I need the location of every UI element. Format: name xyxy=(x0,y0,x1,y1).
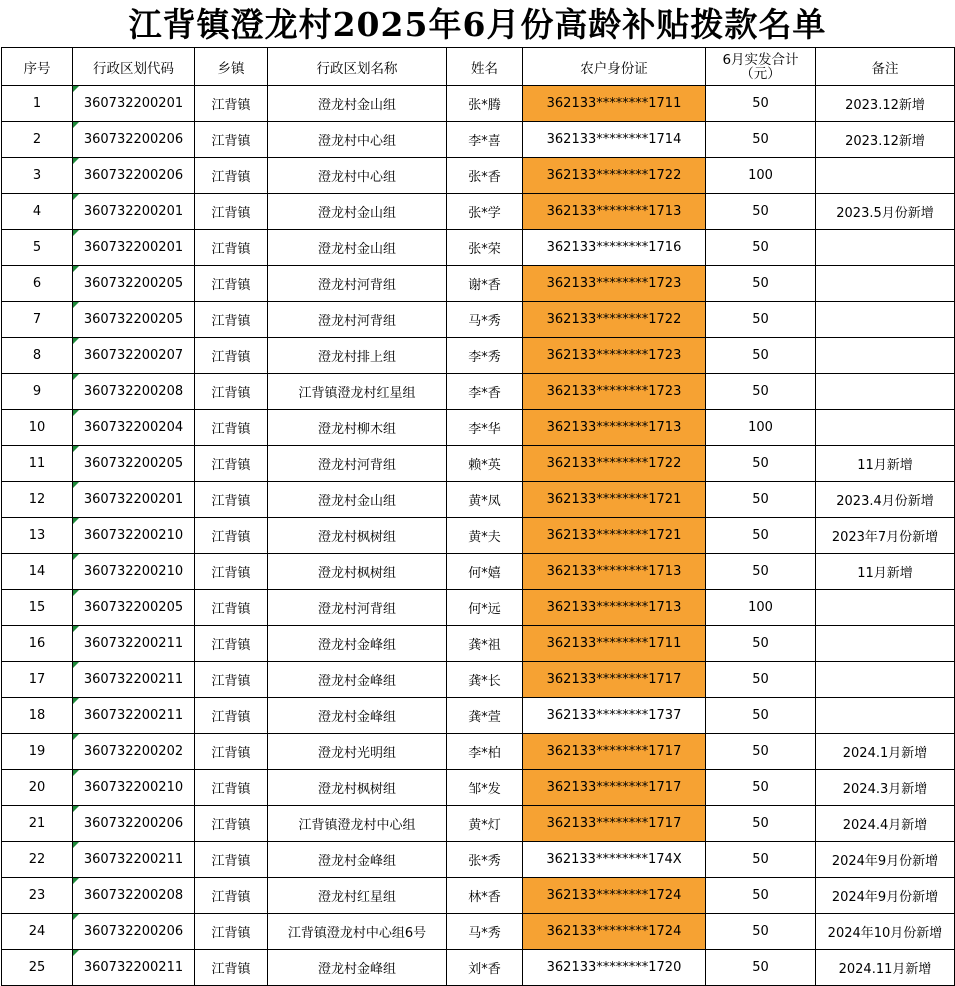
cell-id: 362133********1714 xyxy=(523,122,706,158)
cell-area: 澄龙村金峰组 xyxy=(268,626,447,662)
cell-town: 江背镇 xyxy=(195,770,268,806)
cell-code: 360732200205 xyxy=(73,302,195,338)
cell-id: 362133********1711 xyxy=(523,626,706,662)
cell-name: 李*柏 xyxy=(447,734,523,770)
cell-seq: 12 xyxy=(2,482,73,518)
cell-seq: 24 xyxy=(2,914,73,950)
cell-seq: 6 xyxy=(2,266,73,302)
cell-id: 362133********1724 xyxy=(523,914,706,950)
cell-area: 澄龙村柳木组 xyxy=(268,410,447,446)
cell-town: 江背镇 xyxy=(195,122,268,158)
table-row xyxy=(2,842,955,878)
header-amount-line2: （元） xyxy=(740,65,781,82)
table-row xyxy=(2,878,955,914)
cell-seq: 20 xyxy=(2,770,73,806)
cell-area: 澄龙村排上组 xyxy=(268,338,447,374)
cell-name: 何*嬉 xyxy=(447,554,523,590)
cell-amount: 50 xyxy=(706,554,816,590)
cell-town: 江背镇 xyxy=(195,842,268,878)
cell-town: 江背镇 xyxy=(195,590,268,626)
cell-code: 360732200211 xyxy=(73,626,195,662)
cell-seq: 25 xyxy=(2,950,73,986)
cell-area: 澄龙村金峰组 xyxy=(268,842,447,878)
table-body xyxy=(2,86,955,986)
table-row xyxy=(2,734,955,770)
cell-code: 360732200201 xyxy=(73,86,195,122)
cell-area: 澄龙村中心组 xyxy=(268,158,447,194)
cell-id: 362133********1711 xyxy=(523,86,706,122)
table-row xyxy=(2,86,955,122)
cell-amount: 50 xyxy=(706,770,816,806)
cell-name: 张*香 xyxy=(447,158,523,194)
cell-code: 360732200208 xyxy=(73,374,195,410)
cell-area: 江背镇澄龙村中心组6号 xyxy=(268,914,447,950)
cell-name: 马*秀 xyxy=(447,302,523,338)
cell-id: 362133********1723 xyxy=(523,338,706,374)
cell-code: 360732200201 xyxy=(73,194,195,230)
cell-amount: 100 xyxy=(706,410,816,446)
cell-seq: 21 xyxy=(2,806,73,842)
cell-note: 11月新增 xyxy=(816,446,955,482)
cell-id: 362133********1717 xyxy=(523,662,706,698)
cell-name: 马*秀 xyxy=(447,914,523,950)
cell-id: 362133********1720 xyxy=(523,950,706,986)
table-row xyxy=(2,338,955,374)
cell-note xyxy=(816,626,955,662)
table-row xyxy=(2,266,955,302)
cell-name: 何*远 xyxy=(447,590,523,626)
cell-town: 江背镇 xyxy=(195,698,268,734)
cell-note: 2023.12新增 xyxy=(816,122,955,158)
cell-area: 澄龙村枫树组 xyxy=(268,554,447,590)
header-amount xyxy=(706,48,816,86)
cell-town: 江背镇 xyxy=(195,518,268,554)
cell-note: 11月新增 xyxy=(816,554,955,590)
cell-area: 澄龙村枫树组 xyxy=(268,518,447,554)
cell-name: 邹*发 xyxy=(447,770,523,806)
cell-seq: 13 xyxy=(2,518,73,554)
cell-amount: 50 xyxy=(706,698,816,734)
cell-area: 澄龙村金峰组 xyxy=(268,698,447,734)
cell-seq: 11 xyxy=(2,446,73,482)
cell-note xyxy=(816,302,955,338)
header-note: 备注 xyxy=(816,48,955,86)
cell-amount: 50 xyxy=(706,338,816,374)
cell-area: 澄龙村金山组 xyxy=(268,86,447,122)
table-row xyxy=(2,482,955,518)
cell-name: 张*荣 xyxy=(447,230,523,266)
cell-name: 谢*香 xyxy=(447,266,523,302)
cell-town: 江背镇 xyxy=(195,410,268,446)
cell-seq: 22 xyxy=(2,842,73,878)
cell-amount: 50 xyxy=(706,878,816,914)
cell-note xyxy=(816,698,955,734)
cell-code: 360732200211 xyxy=(73,950,195,986)
header-seq: 序号 xyxy=(2,48,73,86)
cell-code: 360732200210 xyxy=(73,518,195,554)
cell-id: 362133********1717 xyxy=(523,770,706,806)
table-row xyxy=(2,590,955,626)
cell-code: 360732200210 xyxy=(73,770,195,806)
cell-name: 龚*萱 xyxy=(447,698,523,734)
cell-town: 江背镇 xyxy=(195,230,268,266)
table-row xyxy=(2,158,955,194)
cell-code: 360732200208 xyxy=(73,878,195,914)
cell-seq: 19 xyxy=(2,734,73,770)
cell-area: 澄龙村河背组 xyxy=(268,446,447,482)
cell-name: 李*喜 xyxy=(447,122,523,158)
table-row xyxy=(2,626,955,662)
cell-town: 江背镇 xyxy=(195,662,268,698)
cell-area: 江背镇澄龙村中心组 xyxy=(268,806,447,842)
cell-area: 澄龙村金峰组 xyxy=(268,950,447,986)
cell-name: 林*香 xyxy=(447,878,523,914)
cell-amount: 50 xyxy=(706,662,816,698)
cell-amount: 50 xyxy=(706,230,816,266)
header-town: 乡镇 xyxy=(195,48,268,86)
cell-note xyxy=(816,158,955,194)
cell-seq: 10 xyxy=(2,410,73,446)
cell-town: 江背镇 xyxy=(195,158,268,194)
cell-seq: 23 xyxy=(2,878,73,914)
cell-area: 澄龙村河背组 xyxy=(268,590,447,626)
cell-id: 362133********1722 xyxy=(523,446,706,482)
cell-note xyxy=(816,410,955,446)
cell-area: 江背镇澄龙村红星组 xyxy=(268,374,447,410)
cell-code: 360732200211 xyxy=(73,662,195,698)
cell-amount: 50 xyxy=(706,626,816,662)
cell-name: 李*秀 xyxy=(447,338,523,374)
table-row xyxy=(2,122,955,158)
cell-note xyxy=(816,338,955,374)
cell-area: 澄龙村枫树组 xyxy=(268,770,447,806)
cell-note: 2024.4月新增 xyxy=(816,806,955,842)
cell-seq: 7 xyxy=(2,302,73,338)
cell-code: 360732200206 xyxy=(73,914,195,950)
cell-seq: 4 xyxy=(2,194,73,230)
cell-id: 362133********1713 xyxy=(523,590,706,626)
cell-code: 360732200206 xyxy=(73,158,195,194)
cell-seq: 15 xyxy=(2,590,73,626)
cell-amount: 50 xyxy=(706,266,816,302)
table-row xyxy=(2,914,955,950)
page-title: 江背镇澄龙村2025年6月份高龄补贴拨款名单 xyxy=(128,5,827,44)
cell-name: 赖*英 xyxy=(447,446,523,482)
cell-note xyxy=(816,590,955,626)
cell-amount: 50 xyxy=(706,302,816,338)
cell-amount: 50 xyxy=(706,842,816,878)
cell-town: 江背镇 xyxy=(195,374,268,410)
cell-id: 362133********1722 xyxy=(523,158,706,194)
cell-code: 360732200205 xyxy=(73,590,195,626)
cell-town: 江背镇 xyxy=(195,446,268,482)
cell-area: 澄龙村金山组 xyxy=(268,482,447,518)
cell-code: 360732200205 xyxy=(73,446,195,482)
cell-town: 江背镇 xyxy=(195,878,268,914)
cell-code: 360732200204 xyxy=(73,410,195,446)
cell-code: 360732200205 xyxy=(73,266,195,302)
cell-town: 江背镇 xyxy=(195,338,268,374)
cell-id: 362133********1724 xyxy=(523,878,706,914)
cell-id: 362133********1717 xyxy=(523,806,706,842)
table-row xyxy=(2,410,955,446)
cell-amount: 50 xyxy=(706,482,816,518)
table-row xyxy=(2,770,955,806)
table-row xyxy=(2,554,955,590)
cell-seq: 9 xyxy=(2,374,73,410)
cell-seq: 2 xyxy=(2,122,73,158)
cell-name: 刘*香 xyxy=(447,950,523,986)
cell-id: 362133********1713 xyxy=(523,194,706,230)
cell-amount: 50 xyxy=(706,122,816,158)
cell-name: 李*香 xyxy=(447,374,523,410)
cell-seq: 3 xyxy=(2,158,73,194)
cell-note: 2023.12新增 xyxy=(816,86,955,122)
table-row xyxy=(2,230,955,266)
cell-code: 360732200201 xyxy=(73,482,195,518)
cell-town: 江背镇 xyxy=(195,302,268,338)
cell-town: 江背镇 xyxy=(195,914,268,950)
cell-id: 362133********1737 xyxy=(523,698,706,734)
table-row xyxy=(2,446,955,482)
cell-id: 362133********1716 xyxy=(523,230,706,266)
table-row xyxy=(2,698,955,734)
cell-id: 362133********1717 xyxy=(523,734,706,770)
table-header-row xyxy=(2,48,955,86)
cell-note: 2023.4月份新增 xyxy=(816,482,955,518)
cell-town: 江背镇 xyxy=(195,194,268,230)
cell-town: 江背镇 xyxy=(195,86,268,122)
cell-code: 360732200211 xyxy=(73,842,195,878)
cell-town: 江背镇 xyxy=(195,950,268,986)
subsidy-table xyxy=(1,47,955,986)
cell-name: 龚*长 xyxy=(447,662,523,698)
cell-amount: 50 xyxy=(706,518,816,554)
cell-name: 张*秀 xyxy=(447,842,523,878)
cell-amount: 50 xyxy=(706,374,816,410)
cell-id: 362133********1723 xyxy=(523,266,706,302)
cell-name: 黄*灯 xyxy=(447,806,523,842)
cell-area: 澄龙村中心组 xyxy=(268,122,447,158)
cell-amount: 50 xyxy=(706,950,816,986)
cell-note: 2024.1月新增 xyxy=(816,734,955,770)
cell-note xyxy=(816,374,955,410)
cell-amount: 50 xyxy=(706,194,816,230)
table-row xyxy=(2,806,955,842)
cell-note: 2023.5月份新增 xyxy=(816,194,955,230)
cell-id: 362133********1721 xyxy=(523,518,706,554)
cell-name: 张*腾 xyxy=(447,86,523,122)
cell-area: 澄龙村金山组 xyxy=(268,230,447,266)
cell-seq: 16 xyxy=(2,626,73,662)
cell-area: 澄龙村金峰组 xyxy=(268,662,447,698)
cell-id: 362133********174X xyxy=(523,842,706,878)
cell-area: 澄龙村光明组 xyxy=(268,734,447,770)
cell-amount: 50 xyxy=(706,914,816,950)
cell-id: 362133********1721 xyxy=(523,482,706,518)
cell-note: 2024年9月份新增 xyxy=(816,842,955,878)
header-id: 农户身份证 xyxy=(523,48,706,86)
cell-code: 360732200202 xyxy=(73,734,195,770)
header-amount-line1: 6月实发合计 xyxy=(722,51,799,68)
cell-note: 2024年9月份新增 xyxy=(816,878,955,914)
table-row xyxy=(2,194,955,230)
cell-name: 李*华 xyxy=(447,410,523,446)
cell-amount: 50 xyxy=(706,734,816,770)
cell-seq: 17 xyxy=(2,662,73,698)
cell-code: 360732200201 xyxy=(73,230,195,266)
cell-name: 黄*凤 xyxy=(447,482,523,518)
cell-amount: 50 xyxy=(706,446,816,482)
cell-code: 360732200206 xyxy=(73,806,195,842)
table-row xyxy=(2,374,955,410)
cell-code: 360732200210 xyxy=(73,554,195,590)
cell-town: 江背镇 xyxy=(195,266,268,302)
cell-code: 360732200207 xyxy=(73,338,195,374)
cell-amount: 50 xyxy=(706,86,816,122)
cell-note xyxy=(816,266,955,302)
cell-amount: 50 xyxy=(706,806,816,842)
table-row xyxy=(2,518,955,554)
cell-town: 江背镇 xyxy=(195,554,268,590)
cell-note: 2024年10月份新增 xyxy=(816,914,955,950)
cell-town: 江背镇 xyxy=(195,626,268,662)
cell-note: 2024.3月新增 xyxy=(816,770,955,806)
cell-amount: 100 xyxy=(706,590,816,626)
cell-name: 张*学 xyxy=(447,194,523,230)
cell-id: 362133********1722 xyxy=(523,302,706,338)
cell-note xyxy=(816,662,955,698)
cell-seq: 1 xyxy=(2,86,73,122)
cell-note xyxy=(816,230,955,266)
cell-area: 澄龙村河背组 xyxy=(268,266,447,302)
cell-id: 362133********1713 xyxy=(523,554,706,590)
cell-town: 江背镇 xyxy=(195,482,268,518)
cell-note: 2023年7月份新增 xyxy=(816,518,955,554)
cell-town: 江背镇 xyxy=(195,806,268,842)
cell-note: 2024.11月新增 xyxy=(816,950,955,986)
cell-id: 362133********1713 xyxy=(523,410,706,446)
cell-name: 龚*祖 xyxy=(447,626,523,662)
cell-seq: 5 xyxy=(2,230,73,266)
cell-area: 澄龙村金山组 xyxy=(268,194,447,230)
cell-name: 黄*夫 xyxy=(447,518,523,554)
table-row xyxy=(2,302,955,338)
cell-amount: 100 xyxy=(706,158,816,194)
cell-area: 澄龙村红星组 xyxy=(268,878,447,914)
cell-area: 澄龙村河背组 xyxy=(268,302,447,338)
table-row xyxy=(2,662,955,698)
header-name: 姓名 xyxy=(447,48,523,86)
header-area: 行政区划名称 xyxy=(268,48,447,86)
cell-code: 360732200206 xyxy=(73,122,195,158)
cell-town: 江背镇 xyxy=(195,734,268,770)
cell-code: 360732200211 xyxy=(73,698,195,734)
cell-seq: 8 xyxy=(2,338,73,374)
table-row xyxy=(2,950,955,986)
cell-seq: 18 xyxy=(2,698,73,734)
cell-seq: 14 xyxy=(2,554,73,590)
cell-id: 362133********1723 xyxy=(523,374,706,410)
header-code: 行政区划代码 xyxy=(73,48,195,86)
